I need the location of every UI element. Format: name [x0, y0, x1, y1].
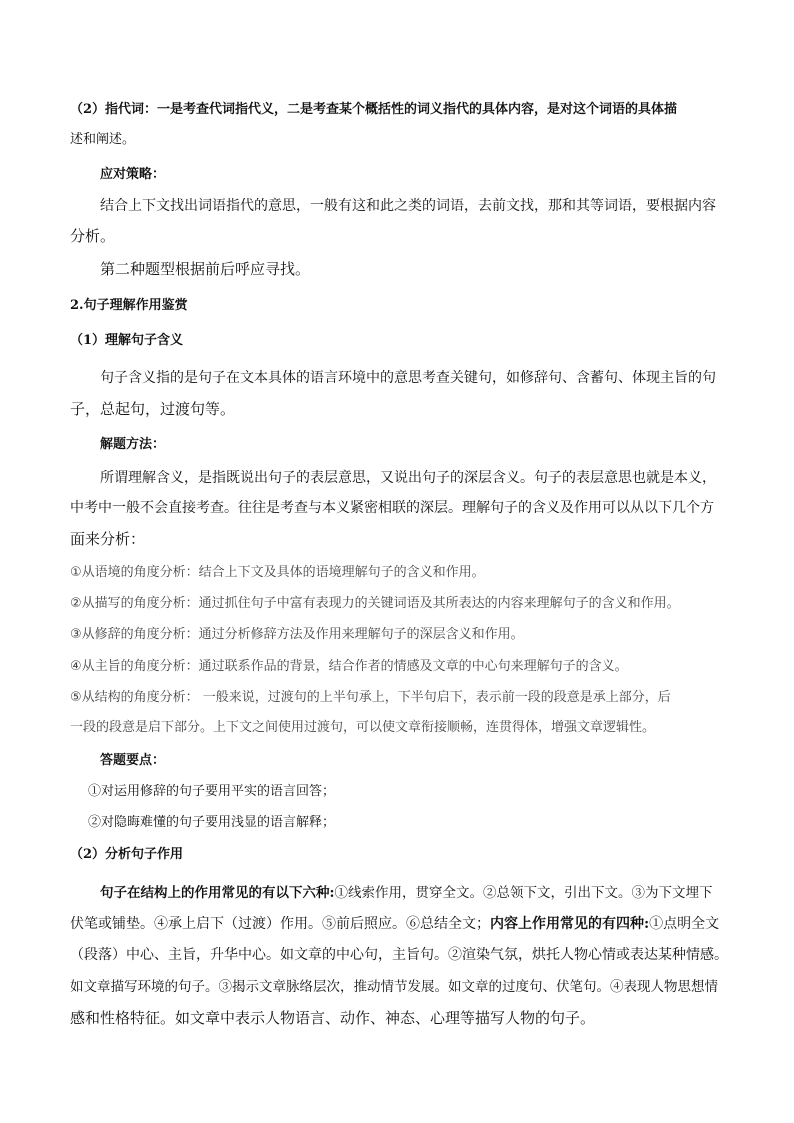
definition-line1: 句子含义指的是句子在文本具体的语言环境中的意思考查关键句，如修辞句、含蓄句、体现主旨的句: [100, 370, 716, 386]
method-item-context: ①从语境的角度分析：结合上下文及具体的语境理解句子的含义和作用。: [70, 565, 485, 580]
pronoun-paragraph-line2: 述和阐述。: [70, 132, 136, 147]
method-label: 解题方法：: [100, 437, 166, 452]
structure-function-text-cont: 伏笔或铺垫。④承上启下（过渡）作用。⑤前后照应。⑥总结全文；: [70, 916, 490, 932]
function-line1: [100, 881, 734, 905]
function-line2: [70, 912, 734, 936]
strategy-label: 应对策略：: [100, 167, 166, 182]
content-function-text: ①点明全文: [649, 916, 720, 932]
strategy-line1: 结合上下文找出词语指代的意思，一般有这和此之类的词语，去前文找，那和其等词语，要根据内容: [100, 198, 716, 214]
section2-heading: 2.句子理解作用鉴赏: [70, 298, 188, 313]
content-function-lead: 内容上作用常见的有四种:: [490, 916, 650, 932]
method-item-structure-line1: ⑤从结构的角度分析： 一般来说，过渡句的上半句承上，下半句启下，表示前一段的段意是承上部分，后: [70, 690, 671, 705]
method-item-rhetoric: ③从修辞的角度分析：通过分析修辞方法及作用来理解句子的深层含义和作用。: [70, 627, 524, 642]
method-item-theme: ④从主旨的角度分析：通过联系作品的背景，结合作者的情感及文章的中心句来理解句子的含义。: [70, 659, 628, 674]
subheading-understand-meaning: （1）理解句子含义: [70, 333, 184, 348]
method-item-structure-line2: 一段的段意是启下部分。上下文之间使用过渡句，可以使文章衔接顺畅，连贯得体，增强文章逻辑性。: [70, 720, 656, 735]
strategy-line3: 第二种题型根据前后呼应寻找。: [100, 260, 311, 278]
function-line5: 感和性格特征。如文章中表示人物语言、动作、神态、心理等描写人物的句子。: [70, 1009, 596, 1027]
method-line1: 所谓理解含义，是指既说出句子的表层意思，又说出句子的深层含义。句子的表层意思也就是本义，: [100, 470, 716, 486]
pronoun-paragraph-line1: （2）指代词：一是考查代词指代义，二是考查某个概括性的词义指代的具体内容，是对这个词语的具体描: [70, 102, 678, 117]
structure-function-lead: 句子在结构上的作用常见的有以下六种:: [100, 885, 335, 901]
method-item-description: ②从描写的角度分析：通过抓住句子中富有表现力的关键词语及其所表达的内容来理解句子的含义和作用。: [70, 596, 680, 611]
answer-point-rhetoric: ①对运用修辞的句子要用平实的语言回答；: [88, 784, 336, 799]
method-line3: 面来分析：: [70, 530, 146, 548]
function-line3: （段落）中心、主旨，升华中心。如文章的中心句，主旨句。②渲染气氛，烘托人物心情或表达某种情感。: [70, 947, 728, 963]
strategy-line2: 分析。: [70, 227, 116, 245]
answer-point-obscure: ②对隐晦难懂的句子要用浅显的语言解释；: [88, 815, 336, 830]
function-line4: 如文章描写环境的句子。③揭示文章脉络层次，推动情节发展。如文章的过度句、伏笔句。④表现人物思想情: [70, 979, 718, 995]
structure-function-text: ①线索作用，贯穿全文。②总领下文，引出下文。③为下文埋下: [334, 885, 713, 901]
answer-points-label: 答题要点：: [100, 753, 166, 768]
subheading-sentence-function: （2）分析句子作用: [70, 847, 184, 862]
definition-line2: 子，总起句，过渡句等。: [70, 400, 236, 418]
method-line2: 中考中一般不会直接考查。往往是考查与本义紧密相联的深层。理解句子的含义及作用可以从以下几个方: [70, 500, 714, 516]
